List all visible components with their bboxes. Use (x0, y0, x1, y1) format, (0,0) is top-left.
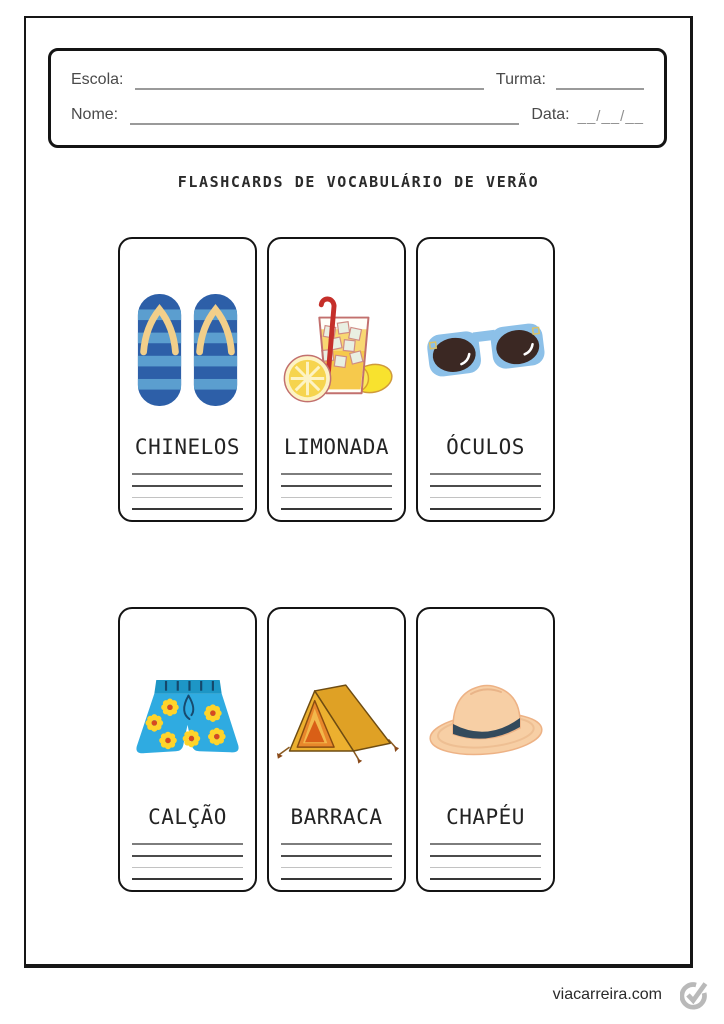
turma-label: Turma: (495, 71, 546, 88)
writing-lines (132, 843, 243, 880)
flashcard-chapeu (416, 607, 555, 892)
escola-label: Escola: (71, 71, 124, 88)
writing-line (281, 878, 392, 880)
writing-lines (132, 473, 243, 510)
camping-tent-icon (274, 672, 400, 768)
data-blank-slots: __/__/__ (577, 108, 644, 125)
card-image-area (120, 635, 255, 805)
card-image-area (418, 635, 553, 805)
writing-line (281, 843, 392, 845)
card-image-area (418, 265, 553, 435)
writing-line (430, 473, 541, 475)
sunglasses-icon (422, 307, 550, 393)
writing-line (132, 473, 243, 475)
flashcard-oculos (416, 237, 555, 522)
website-url: viacarreira.com (552, 986, 662, 1003)
writing-line (430, 878, 541, 880)
nome-row (71, 106, 644, 125)
card-word-label: LIMONADA (283, 435, 390, 459)
writing-line (281, 497, 392, 498)
writing-line (132, 855, 243, 857)
student-info-box (48, 48, 667, 148)
card-image-area (120, 265, 255, 435)
writing-line (281, 485, 392, 487)
card-word-label: CHAPÉU (446, 805, 525, 829)
escola-row (71, 71, 644, 90)
writing-lines (281, 473, 392, 510)
writing-line (281, 508, 392, 510)
page-title: FLASHCARDS DE VOCABULÁRIO DE VERÃO (177, 173, 540, 191)
writing-line (430, 508, 541, 510)
card-image-area (269, 265, 404, 435)
writing-lines (430, 473, 541, 510)
lemonade-glass-icon (278, 286, 396, 414)
panama-hat-icon (425, 672, 547, 768)
writing-lines (430, 843, 541, 880)
flip-flops-icon (132, 286, 244, 414)
writing-line (430, 485, 541, 487)
flashcards-grid (118, 237, 555, 892)
flashcard-limonada (267, 237, 406, 522)
writing-line (281, 473, 392, 475)
check-circle-logo-icon (680, 977, 712, 1011)
writing-line (430, 867, 541, 868)
turma-blank-line (556, 76, 644, 90)
writing-line (430, 843, 541, 845)
writing-line (132, 497, 243, 498)
writing-line (132, 867, 243, 868)
card-word-label: BARRACA (290, 805, 383, 829)
card-word-label: CHINELOS (134, 435, 241, 459)
writing-line (281, 855, 392, 857)
writing-lines (281, 843, 392, 880)
nome-label: Nome: (71, 106, 119, 123)
writing-line (430, 855, 541, 857)
flashcard-chinelos (118, 237, 257, 522)
data-label: Data: (531, 106, 570, 123)
writing-line (281, 867, 392, 868)
card-word-label: ÓCULOS (446, 435, 525, 459)
escola-blank-line (135, 76, 483, 90)
writing-line (132, 508, 243, 510)
flashcard-calcao (118, 607, 257, 892)
flashcard-barraca (267, 607, 406, 892)
writing-line (132, 878, 243, 880)
writing-line (132, 843, 243, 845)
writing-line (430, 497, 541, 498)
writing-line (132, 485, 243, 487)
nome-blank-line (130, 111, 519, 125)
card-image-area (269, 635, 404, 805)
swim-shorts-icon (127, 666, 249, 774)
card-word-label: CALÇÃO (148, 805, 227, 829)
